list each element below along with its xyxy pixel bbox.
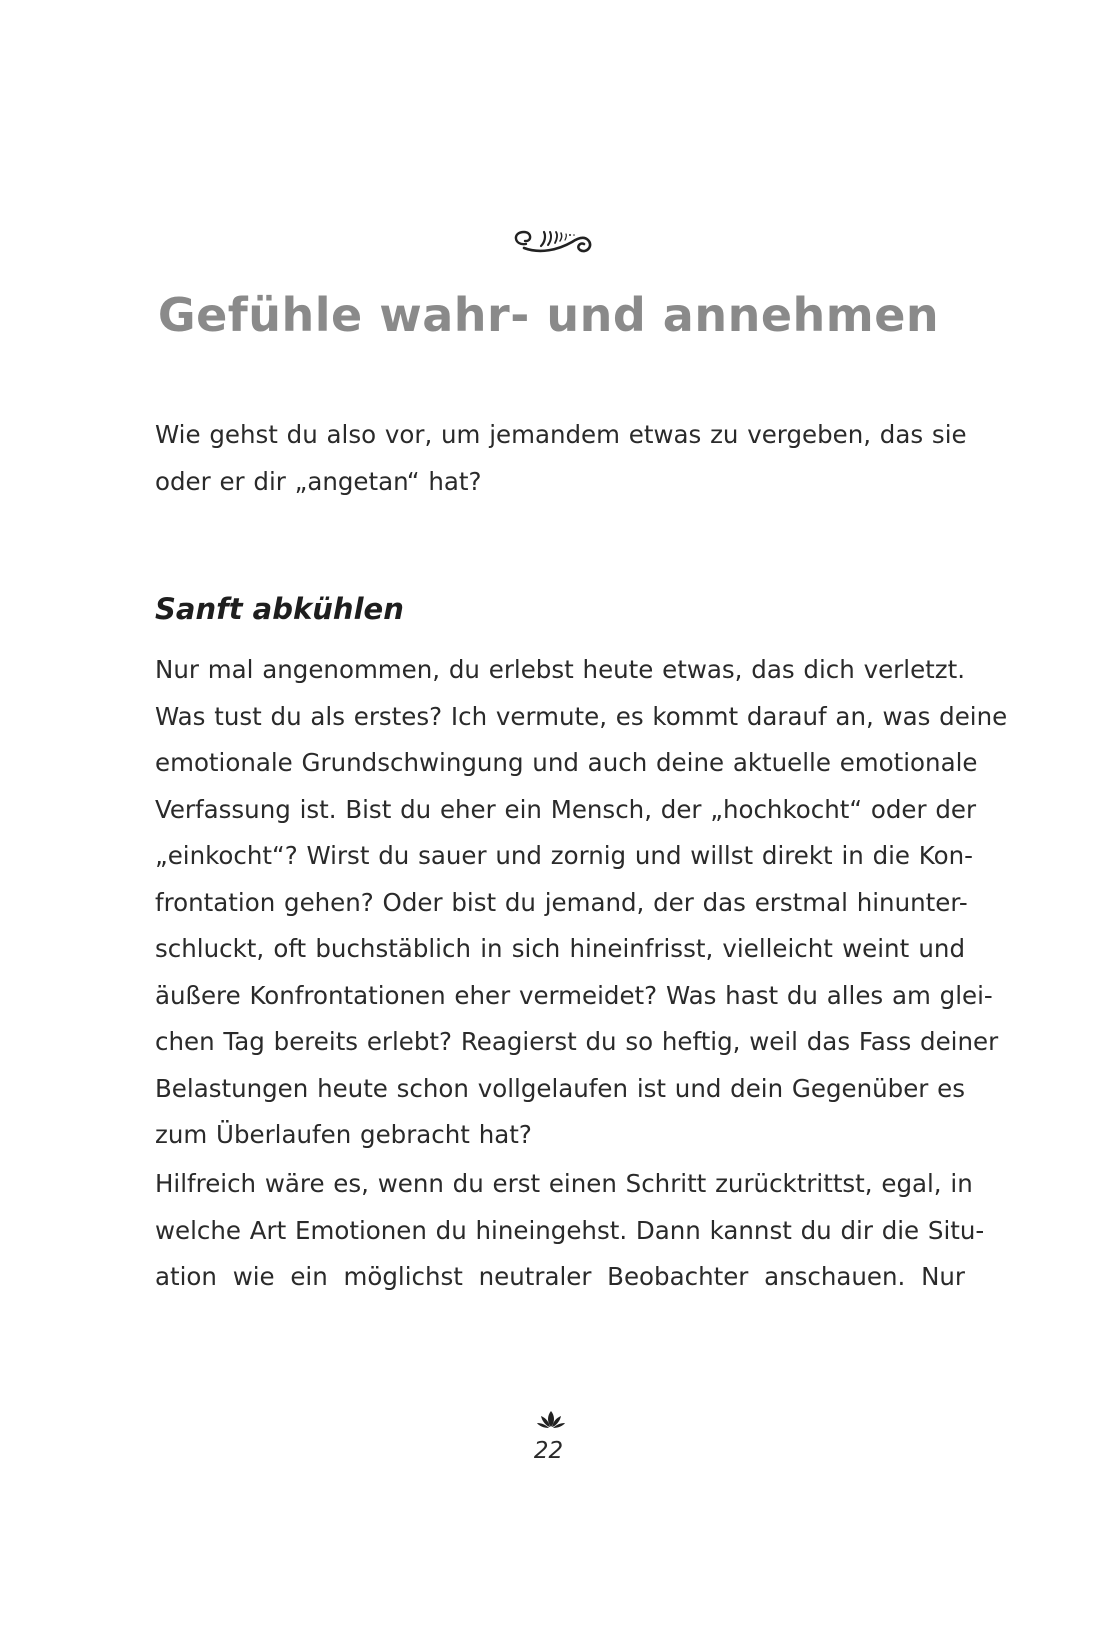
scroll-flourish-icon [510, 220, 600, 260]
text-line: „einkocht“? Wirst du sauer und zornig und willst direkt in die Kon- [155, 841, 973, 870]
chapter-title: Gefühle wahr- und annehmen [157, 288, 940, 342]
text-line: Hilfreich wäre es, wenn du erst einen Schritt zurücktrittst, egal, in [155, 1169, 973, 1198]
text-line: chen Tag bereits erlebt? Reagierst du so heftig, weil das Fass deiner [155, 1027, 999, 1056]
section-subheading: Sanft abkühlen [155, 592, 404, 626]
text-line: Nur mal angenommen, du erlebst heute etwas, das dich verletzt. [155, 655, 965, 684]
lotus-icon [536, 1409, 566, 1431]
text-line: ation wie ein möglichst neutraler Beobachter anschauen. Nur [155, 1262, 965, 1291]
text-line: Was tust du als erstes? Ich vermute, es kommt darauf an, was deine [155, 701, 1008, 731]
body-paragraph-2 [155, 1161, 985, 1301]
text-line: äußere Konfrontationen eher vermeidet? Was hast du alles am glei- [155, 980, 993, 1010]
text-line: schluckt, oft buchstäblich in sich hineinfrisst, vielleicht weint und [155, 934, 965, 963]
text-line: zum Überlaufen gebracht hat? [155, 1120, 532, 1149]
text-line: welche Art Emotionen du hineingehst. Dann kannst du dir die Situ- [155, 1215, 985, 1245]
text-line: Wie gehst du also vor, um jemandem etwas zu vergeben, das sie [155, 420, 967, 449]
text-line: Belastungen heute schon vollgelaufen ist und dein Gegenüber es [155, 1073, 965, 1103]
page-number: 22 [533, 1438, 564, 1464]
text-line: frontation gehen? Oder bist du jemand, der das erstmal hinunter- [155, 887, 968, 917]
text-line: oder er dir „angetan“ hat? [155, 466, 482, 496]
text-line: Verfassung ist. Bist du eher ein Mensch, der „hochkocht“ oder der [155, 794, 977, 824]
body-paragraph-1 [155, 647, 1008, 1159]
intro-paragraph [155, 412, 965, 505]
text-line: emotionale Grundschwingung und auch deine aktuelle emotionale [155, 748, 978, 777]
